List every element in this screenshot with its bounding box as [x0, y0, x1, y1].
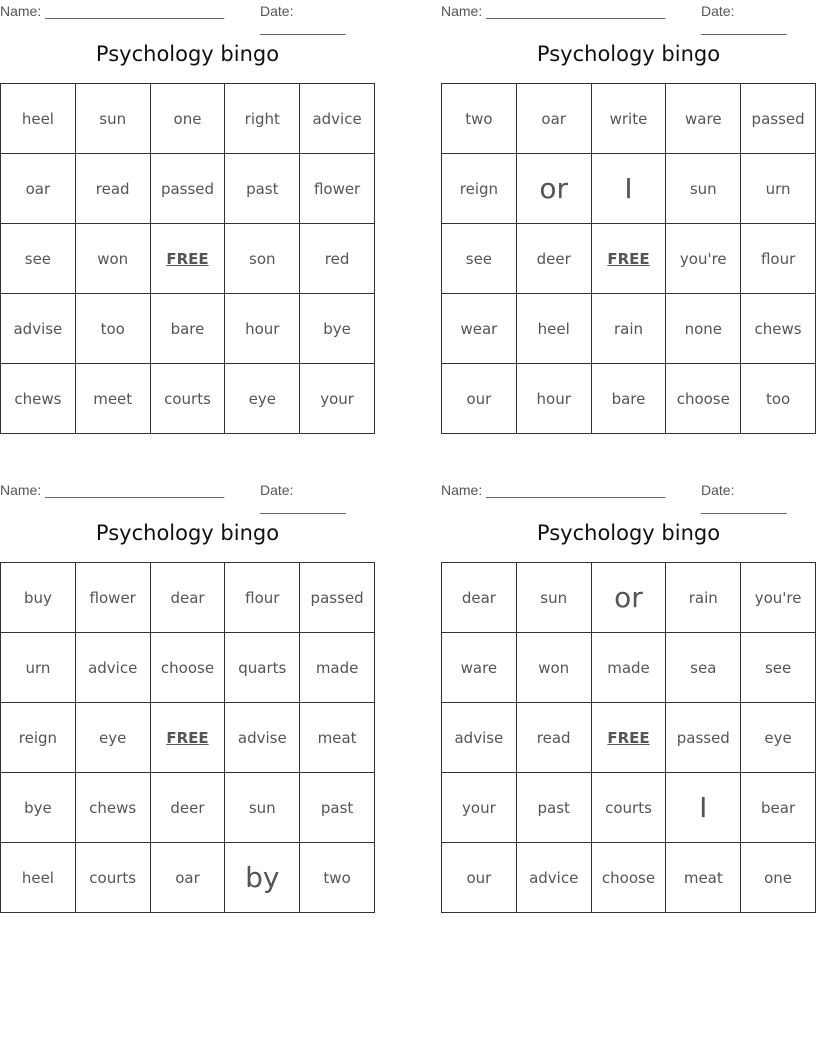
date-field[interactable]: Date: ___________ [701, 3, 787, 35]
bingo-cell: heel [1, 843, 76, 913]
bingo-cell: hour [225, 294, 300, 364]
bingo-cell: choose [150, 633, 225, 703]
bingo-cell: passed [741, 84, 816, 154]
grid-row [442, 294, 816, 364]
bingo-cell: oar [516, 84, 591, 154]
bingo-cell: advice [516, 843, 591, 913]
bingo-grid [0, 83, 375, 434]
grid-row [442, 84, 816, 154]
bingo-cell: urn [741, 154, 816, 224]
bingo-cell: our [442, 364, 517, 434]
grid-row [442, 773, 816, 843]
bingo-cell: choose [666, 364, 741, 434]
bingo-cell: quarts [225, 633, 300, 703]
bingo-cell: bare [591, 364, 666, 434]
bingo-card [0, 479, 375, 894]
bingo-cell: ware [442, 633, 517, 703]
bingo-cell: too [75, 294, 150, 364]
grid-row [442, 633, 816, 703]
bingo-cell: sun [225, 773, 300, 843]
bingo-cell: reign [1, 703, 76, 773]
grid-row [1, 703, 375, 773]
bingo-cell: past [516, 773, 591, 843]
bingo-cell: advise [1, 294, 76, 364]
bingo-cell: passed [666, 703, 741, 773]
bingo-cell: sea [666, 633, 741, 703]
bingo-cell: passed [300, 563, 375, 633]
grid-row [442, 154, 816, 224]
bingo-cell: eye [75, 703, 150, 773]
grid-row [1, 633, 375, 703]
bingo-cell: meat [300, 703, 375, 773]
bingo-cell: sun [75, 84, 150, 154]
bingo-cell: bear [741, 773, 816, 843]
bingo-cell: advice [75, 633, 150, 703]
bingo-cell: by [225, 843, 300, 913]
bingo-cell: you're [741, 563, 816, 633]
bingo-cell: rain [666, 563, 741, 633]
grid-row [1, 563, 375, 633]
bingo-card [0, 0, 375, 408]
bingo-cell: see [741, 633, 816, 703]
bingo-cell: rain [591, 294, 666, 364]
bingo-cell: none [666, 294, 741, 364]
bingo-cell: dear [150, 563, 225, 633]
bingo-cell: advice [300, 84, 375, 154]
bingo-cell: read [75, 154, 150, 224]
card-title: Psychology bingo [536, 521, 721, 545]
free-space: FREE [150, 703, 225, 773]
grid-row [442, 364, 816, 434]
card-header [0, 479, 375, 514]
bingo-grid [0, 562, 375, 913]
bingo-cell: buy [1, 563, 76, 633]
card-header [441, 479, 816, 514]
grid-row [442, 843, 816, 913]
grid-row [1, 84, 375, 154]
grid-row [442, 563, 816, 633]
bingo-cell: I [591, 154, 666, 224]
bingo-cell: passed [150, 154, 225, 224]
bingo-cell: chews [1, 364, 76, 434]
bingo-cell: see [442, 224, 517, 294]
bingo-grid [441, 562, 816, 913]
card-header [0, 0, 375, 35]
free-space: FREE [150, 224, 225, 294]
bingo-card [441, 479, 816, 887]
bingo-cell: past [300, 773, 375, 843]
bingo-cell: bare [150, 294, 225, 364]
bingo-cell: our [442, 843, 517, 913]
bingo-cell: bye [300, 294, 375, 364]
bingo-cell: deer [516, 224, 591, 294]
bingo-cell: won [75, 224, 150, 294]
free-space: FREE [591, 703, 666, 773]
bingo-cell: meat [666, 843, 741, 913]
name-field[interactable]: Name: _______________________ [0, 3, 225, 19]
bingo-cell: son [225, 224, 300, 294]
grid-row [1, 843, 375, 913]
grid-row [1, 364, 375, 434]
bingo-cell: urn [1, 633, 76, 703]
bingo-cell: bye [1, 773, 76, 843]
bingo-cell: oar [1, 154, 76, 224]
bingo-cell: see [1, 224, 76, 294]
bingo-cell: ware [666, 84, 741, 154]
bingo-cell: right [225, 84, 300, 154]
card-title: Psychology bingo [536, 42, 721, 66]
bingo-cell: wear [442, 294, 517, 364]
grid-row [442, 224, 816, 294]
date-field[interactable]: Date: ___________ [701, 482, 787, 514]
bingo-cell: deer [150, 773, 225, 843]
date-field[interactable]: Date: ___________ [260, 3, 346, 35]
bingo-cell: heel [1, 84, 76, 154]
bingo-cell: meet [75, 364, 150, 434]
bingo-cell: hour [516, 364, 591, 434]
name-field[interactable]: Name: _______________________ [441, 482, 666, 498]
bingo-cell: or [516, 154, 591, 224]
bingo-cell: reign [442, 154, 517, 224]
bingo-card [441, 0, 816, 408]
bingo-cell: or [591, 563, 666, 633]
bingo-cell: two [300, 843, 375, 913]
bingo-grid [441, 83, 816, 434]
bingo-cell: made [300, 633, 375, 703]
bingo-cell: sun [666, 154, 741, 224]
bingo-cell: advise [225, 703, 300, 773]
bingo-cell: eye [741, 703, 816, 773]
bingo-cell: made [591, 633, 666, 703]
bingo-cell: chews [75, 773, 150, 843]
bingo-cell: eye [225, 364, 300, 434]
grid-row [1, 224, 375, 294]
bingo-cell: advise [442, 703, 517, 773]
bingo-cell: one [741, 843, 816, 913]
bingo-cell: I [666, 773, 741, 843]
bingo-cell: one [150, 84, 225, 154]
bingo-cell: courts [150, 364, 225, 434]
date-field[interactable]: Date: ___________ [260, 482, 346, 514]
grid-row [1, 773, 375, 843]
bingo-cell: choose [591, 843, 666, 913]
bingo-cell: dear [442, 563, 517, 633]
bingo-cell: chews [741, 294, 816, 364]
bingo-cell: courts [591, 773, 666, 843]
bingo-cell: past [225, 154, 300, 224]
bingo-cell: your [442, 773, 517, 843]
grid-row [1, 294, 375, 364]
grid-row [442, 703, 816, 773]
bingo-cell: flower [300, 154, 375, 224]
bingo-cell: you're [666, 224, 741, 294]
card-title: Psychology bingo [95, 521, 280, 545]
name-field[interactable]: Name: _______________________ [441, 3, 666, 19]
bingo-cell: write [591, 84, 666, 154]
bingo-cell: red [300, 224, 375, 294]
bingo-cell: read [516, 703, 591, 773]
bingo-cell: courts [75, 843, 150, 913]
bingo-cell: flour [741, 224, 816, 294]
bingo-cell: flower [75, 563, 150, 633]
bingo-cell: oar [150, 843, 225, 913]
grid-row [1, 154, 375, 224]
bingo-cell: two [442, 84, 517, 154]
bingo-cell: flour [225, 563, 300, 633]
bingo-cell: heel [516, 294, 591, 364]
name-field[interactable]: Name: _______________________ [0, 482, 225, 498]
bingo-cell: your [300, 364, 375, 434]
card-title: Psychology bingo [95, 42, 280, 66]
free-space: FREE [591, 224, 666, 294]
bingo-cell: won [516, 633, 591, 703]
bingo-cell: sun [516, 563, 591, 633]
card-header [441, 0, 816, 35]
bingo-cell: too [741, 364, 816, 434]
